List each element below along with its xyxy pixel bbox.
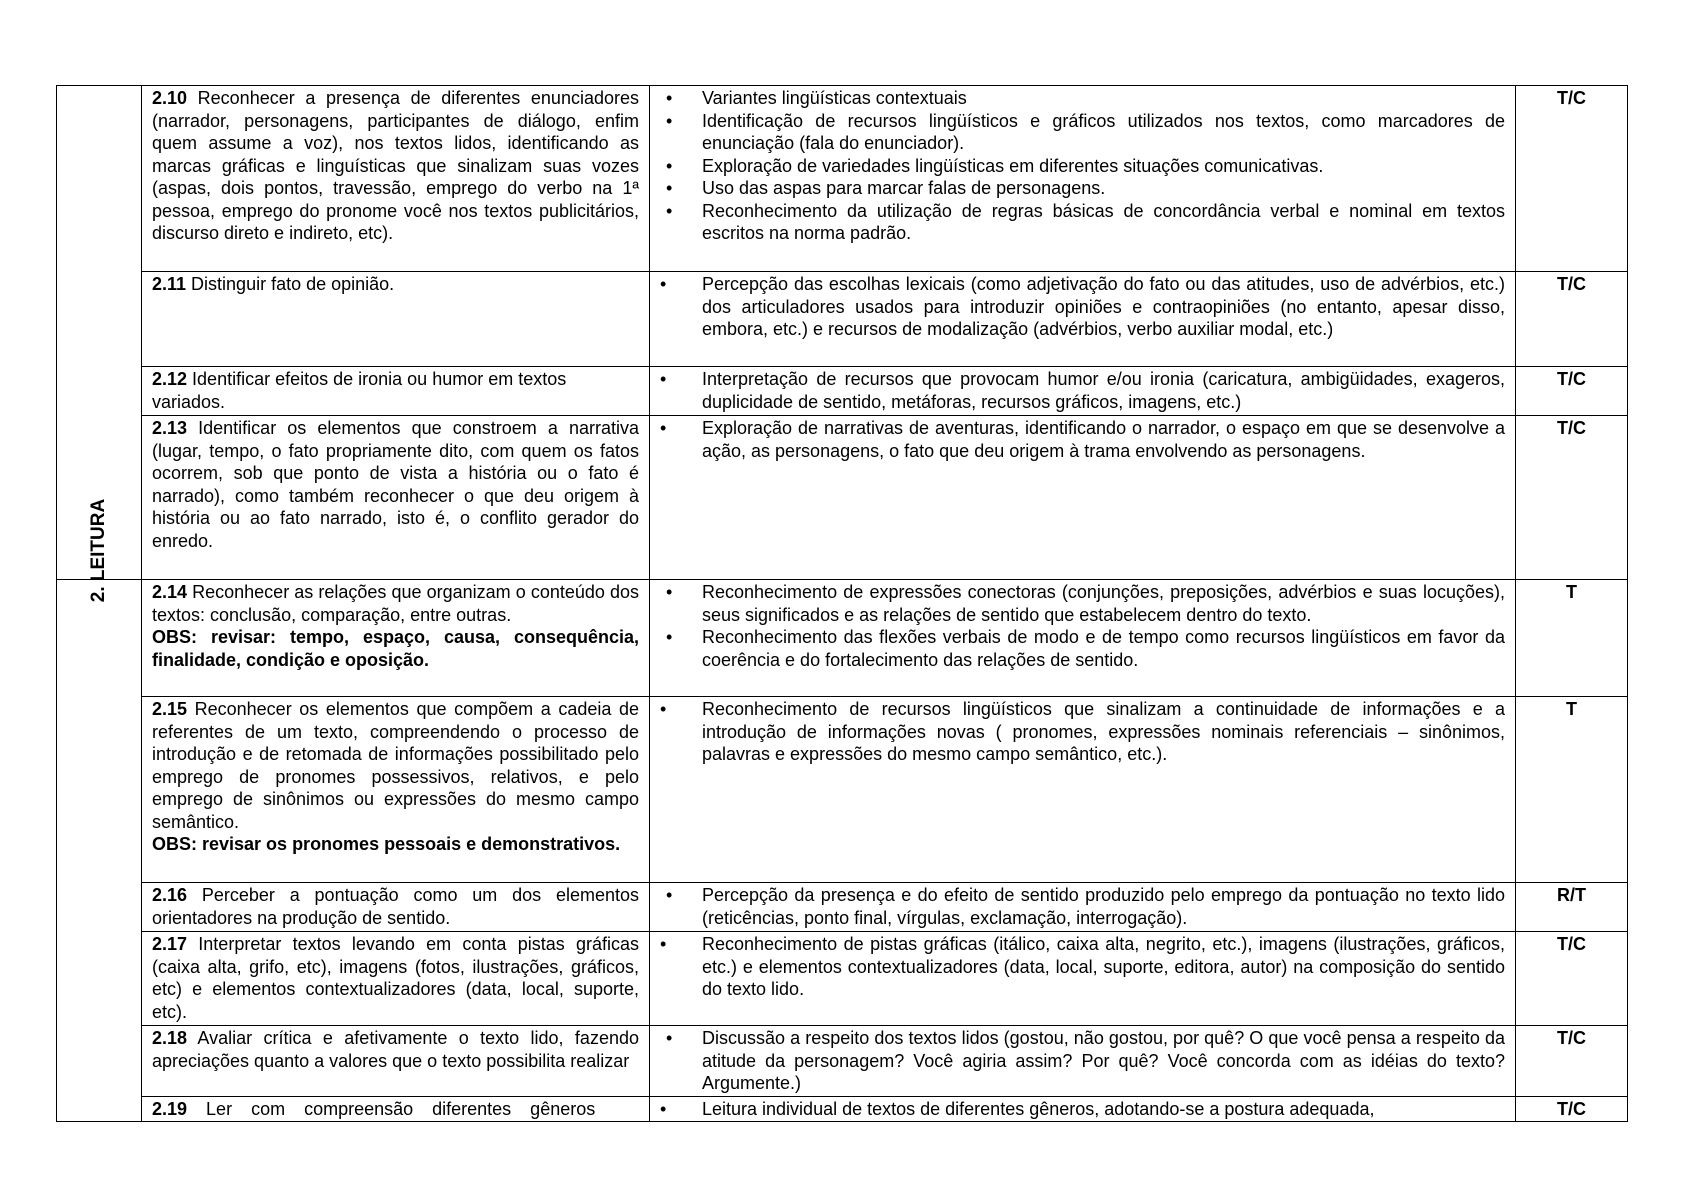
axis-cell (57, 498, 142, 1122)
list-item: • Exploração de variedades lingüísticas em diferentes situações comunicativas. (660, 155, 1505, 178)
list-item: • Reconhecimento de pistas gráficas (itálico, caixa alta, negrito, etc.), imagens (ilustrações, gráficos, etc.) e elementos contextualizadores (data, local, suporte, editora, autor) na composição do sentido do texto lido. (660, 933, 1505, 1001)
list-item: • Reconhecimento da utilização de regras básicas de concordância verbal e nominal em textos escritos na norma padrão. (660, 200, 1505, 245)
level-cell: T (1516, 697, 1628, 883)
table-row (57, 697, 1628, 883)
skill-code: 2.18 (152, 1028, 188, 1048)
level-cell: T/C (1516, 86, 1628, 272)
skill-cell (142, 697, 650, 883)
content-cell (650, 272, 1516, 367)
level-cell: T/C (1516, 272, 1628, 367)
skill-text: Reconhecer os elementos que compõem a cadeia de referentes de um texto, compreendendo o processo de introdução e de retomada de informações possibilitado pelo emprego de pronomes possessivos, relativos, e pelo emprego de sinônimos ou expressões do mesmo campo semântico. (152, 699, 639, 832)
content-cell (650, 883, 1516, 932)
skill-cell (142, 416, 650, 580)
list-item: • Discussão a respeito dos textos lidos (gostou, não gostou, por quê? O que você pensa a respeito da atitude da personagem? Você agiria assim? Por quê? Você concorda com as idéias do texto? Argumente.) (660, 1027, 1505, 1095)
list-item: • Percepção da presença e do efeito de sentido produzido pelo emprego da pontuação no texto lido (reticências, ponto final, vírgulas, exclamação, interrogação). (660, 884, 1505, 929)
skill-text: Identificar os elementos que constroem a narrativa (lugar, tempo, o fato propriamente dito, com quem os fatos ocorrem, sob que ponto de vista a história ou o fato é narrado), como também reconhecer o que deu origem à história ou ao fato narrado, isto é, o conflito gerador do enredo. (152, 418, 639, 551)
content-cell (650, 416, 1516, 580)
skill-cell (142, 1026, 650, 1097)
skill-text: Distinguir fato de opinião. (186, 274, 395, 294)
list-item: • Reconhecimento das flexões verbais de modo e de tempo como recursos lingüísticos em favor da coerência e do fortalecimento das relações de sentido. (660, 626, 1505, 671)
axis-label: 2. LEITURA (87, 498, 109, 603)
level-cell: T/C (1516, 367, 1628, 416)
content-cell (650, 697, 1516, 883)
level-cell: R/T (1516, 883, 1628, 932)
list-item: • Leitura individual de textos de diferentes gêneros, adotando-se a postura adequada, (660, 1098, 1505, 1121)
skill-cell (142, 367, 650, 416)
level-cell: T/C (1516, 1026, 1628, 1097)
skill-code: 2.12 (152, 369, 188, 389)
skill-code: 2.19 (152, 1099, 188, 1119)
skill-code: 2.14 (152, 582, 188, 602)
table-row (57, 416, 1628, 580)
list-item: • Reconhecimento de recursos lingüísticos que sinalizam a continuidade de informações e a introdução de informações novas ( pronomes, expressões nominais referenciais – sinônimos, palavras e expressões do mesmo campo semântico, etc.). (660, 698, 1505, 766)
list-item: • Reconhecimento de expressões conectoras (conjunções, preposições, advérbios e suas locuções), seus significados e as relações de sentido que estabelecem dentro do texto. (660, 581, 1505, 626)
content-cell (650, 580, 1516, 697)
list-item: • Uso das aspas para marcar falas de personagens. (660, 177, 1505, 200)
obs-note: OBS: revisar os pronomes pessoais e demonstrativos. (152, 834, 621, 854)
level-cell: T (1516, 580, 1628, 697)
table-row (57, 580, 1628, 697)
skill-text: Identificar efeitos de ironia ou humor em textos variados. (152, 369, 567, 412)
skill-cell (142, 580, 650, 697)
list-item: • Identificação de recursos lingüísticos e gráficos utilizados nos textos, como marcadores de enunciação (fala do enunciador). (660, 110, 1505, 155)
skill-text: Reconhecer a presença de diferentes enunciadores (narrador, personagens, participantes de diálogo, enfim quem assume a voz), nos textos lidos, identificando as marcas gráficas e linguísticas que sinalizam suas vozes (aspas, dois pontos, travessão, emprego do verbo na 1ª pessoa, emprego do pronome você nos textos publicitários, discurso direto e indireto, etc). (152, 88, 639, 243)
skill-cell (142, 86, 650, 272)
skill-code: 2.15 (152, 699, 188, 719)
content-cell (650, 1097, 1516, 1122)
content-cell (650, 1026, 1516, 1097)
table-row (57, 932, 1628, 1026)
list-item: • Variantes lingüísticas contextuais (660, 87, 1505, 110)
skill-text: Reconhecer as relações que organizam o conteúdo dos textos: conclusão, comparação, entre outras. (152, 582, 639, 625)
list-item: • Exploração de narrativas de aventuras, identificando o narrador, o espaço em que se desenvolve a ação, as personagens, o fato que deu origem à trama envolvendo as personagens. (660, 417, 1505, 462)
list-item: • Interpretação de recursos que provocam humor e/ou ironia (caricatura, ambigüidades, exageros, duplicidade de sentido, metáforas, recursos gráficos, imagens, etc.) (660, 368, 1505, 413)
level-cell: T/C (1516, 1097, 1628, 1122)
table-row (57, 272, 1628, 367)
skill-text: Perceber a pontuação como um dos elementos orientadores na produção de sentido. (152, 885, 639, 928)
table-row (57, 86, 1628, 272)
skill-cell (142, 272, 650, 367)
skill-code: 2.11 (152, 274, 187, 294)
skill-text: Avaliar crítica e afetivamente o texto lido, fazendo apreciações quanto a valores que o texto possibilita realizar (152, 1028, 639, 1071)
obs-note: OBS: revisar: tempo, espaço, causa, consequência, finalidade, condição e oposição. (152, 627, 639, 670)
skill-text: Ler com compreensão diferentes gêneros (187, 1099, 596, 1119)
content-cell (650, 367, 1516, 416)
table-row (57, 1026, 1628, 1097)
content-cell (650, 932, 1516, 1026)
level-cell: T/C (1516, 932, 1628, 1026)
skill-code: 2.10 (152, 88, 188, 108)
table-row (57, 367, 1628, 416)
skill-cell (142, 932, 650, 1026)
skill-cell (142, 1097, 650, 1122)
table-row (57, 883, 1628, 932)
skill-cell (142, 883, 650, 932)
skill-code: 2.17 (152, 934, 188, 954)
skill-text: Interpretar textos levando em conta pistas gráficas (caixa alta, grifo, etc), imagens (fotos, ilustrações, gráficos, etc) e elementos contextualizadores (data, local, suporte, etc). (152, 934, 639, 1022)
curriculum-table (56, 85, 1628, 1122)
level-cell: T/C (1516, 416, 1628, 580)
skill-code: 2.13 (152, 418, 188, 438)
content-cell (650, 86, 1516, 272)
skill-code: 2.16 (152, 885, 188, 905)
list-item: • Percepção das escolhas lexicais (como adjetivação do fato ou das atitudes, uso de advérbios, etc.) dos articuladores usados para introduzir opiniões e contraopiniões (no entanto, apesar disso, embora, etc.) e recursos de modalização (advérbios, verbo auxiliar modal, etc.) (660, 273, 1505, 341)
table-row (57, 1097, 1628, 1122)
